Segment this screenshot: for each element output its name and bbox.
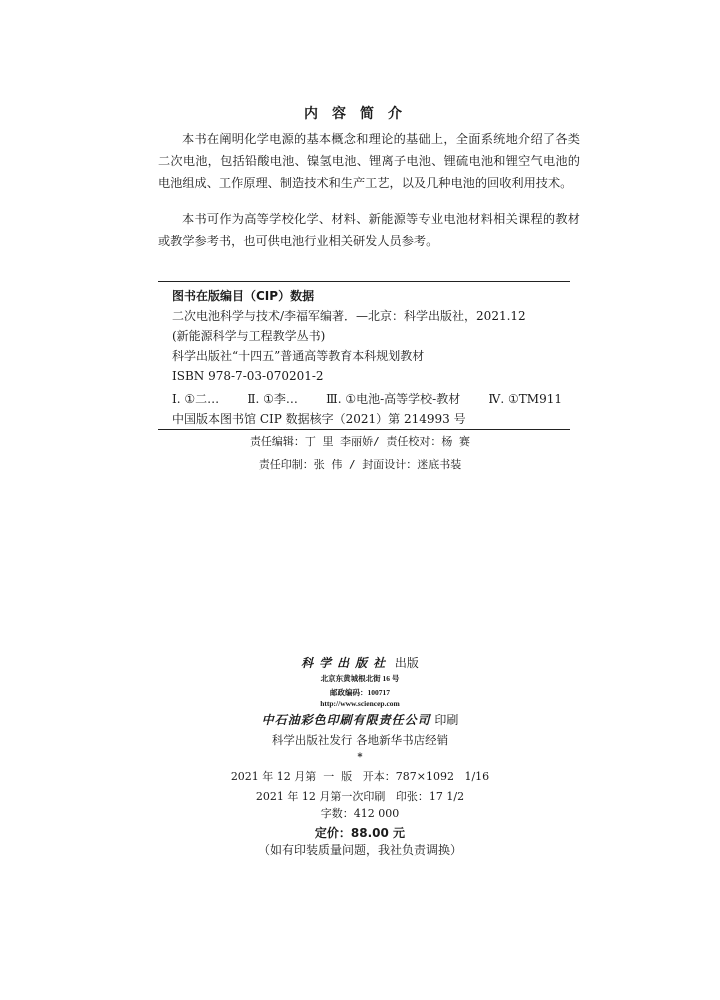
publisher-suffix: 出版 xyxy=(394,656,419,670)
publisher-website: http://www.sciencep.com xyxy=(320,699,400,708)
quality-notice: （如有印装质量问题，我社负责调换） xyxy=(257,843,462,857)
cip-record-number: 中国版本图书馆 CIP 数据核字（2021）第 214993 号 xyxy=(158,409,570,430)
intro-paragraph-2: 本书可作为高等学校化学、材料、新能源等专业电池材料相关课程的教材或教学参考书，也可供电池行业相关研发人员参考。 xyxy=(158,212,580,248)
printer-line xyxy=(0,711,720,728)
publisher-postcode: 邮政编码：100717 xyxy=(330,688,390,697)
edition-info: 2021 年 12 月第 一 版 开本：787×1092 1/16 xyxy=(230,770,490,783)
section-title: 内容简介 xyxy=(304,106,416,122)
cip-block xyxy=(158,281,570,430)
printer-suffix: 印刷 xyxy=(434,713,459,727)
intro-paragraph-1: 本书在阐明化学电源的基本概念和理论的基础上，全面系统地介绍了各类二次电池，包括铅酸电池、镍氢电池、锂离子电池、锂硫电池和锂空气电池的电池组成、工作原理、制造技术和生产工艺，以及几种电池的回收利用技术。 xyxy=(158,132,580,190)
price: 定价：88.00 元 xyxy=(314,826,406,840)
cip-series-line: (新能源科学与工程教学丛书) xyxy=(172,329,326,343)
cip-title-line: 二次电池科学与技术/李福军编著．—北京：科学出版社，2021.12 xyxy=(172,309,526,323)
separator-star: * xyxy=(357,752,363,763)
cip-isbn: ISBN 978-7-03-070201-2 xyxy=(172,369,324,383)
printing-info: 2021 年 12 月第一次印刷 印张：17 1/2 xyxy=(255,790,465,803)
publisher-line xyxy=(0,654,720,671)
cip-class-2: Ⅱ. ①李… xyxy=(247,392,298,406)
credits-editors: 责任编辑：丁 里 李丽娇/ 责任校对：杨 赛 xyxy=(249,435,471,448)
publisher-address: 北京东黄城根北街 16 号 xyxy=(320,674,400,683)
distribution-line: 科学出版社发行 各地新华书店经销 xyxy=(271,733,449,747)
publisher-name: 科学出版社 xyxy=(301,656,392,670)
cip-heading: 图书在版编目（CIP）数据 xyxy=(172,289,315,303)
cip-class-1: Ⅰ. ①二… xyxy=(172,392,220,406)
cip-class-3: Ⅲ. ①电池-高等学校-教材 xyxy=(326,392,461,406)
word-count: 字数：412 000 xyxy=(320,807,400,820)
cip-classification xyxy=(158,389,570,409)
credits-production: 责任印制：张 伟 / 封面设计：迷底书装 xyxy=(258,458,462,471)
printer-name: 中石油彩色印刷有限责任公司 xyxy=(261,713,431,727)
cip-plan-line: 科学出版社“十四五”普通高等教育本科规划教材 xyxy=(172,349,425,363)
cip-class-4: Ⅳ. ①TM911 xyxy=(488,392,562,406)
